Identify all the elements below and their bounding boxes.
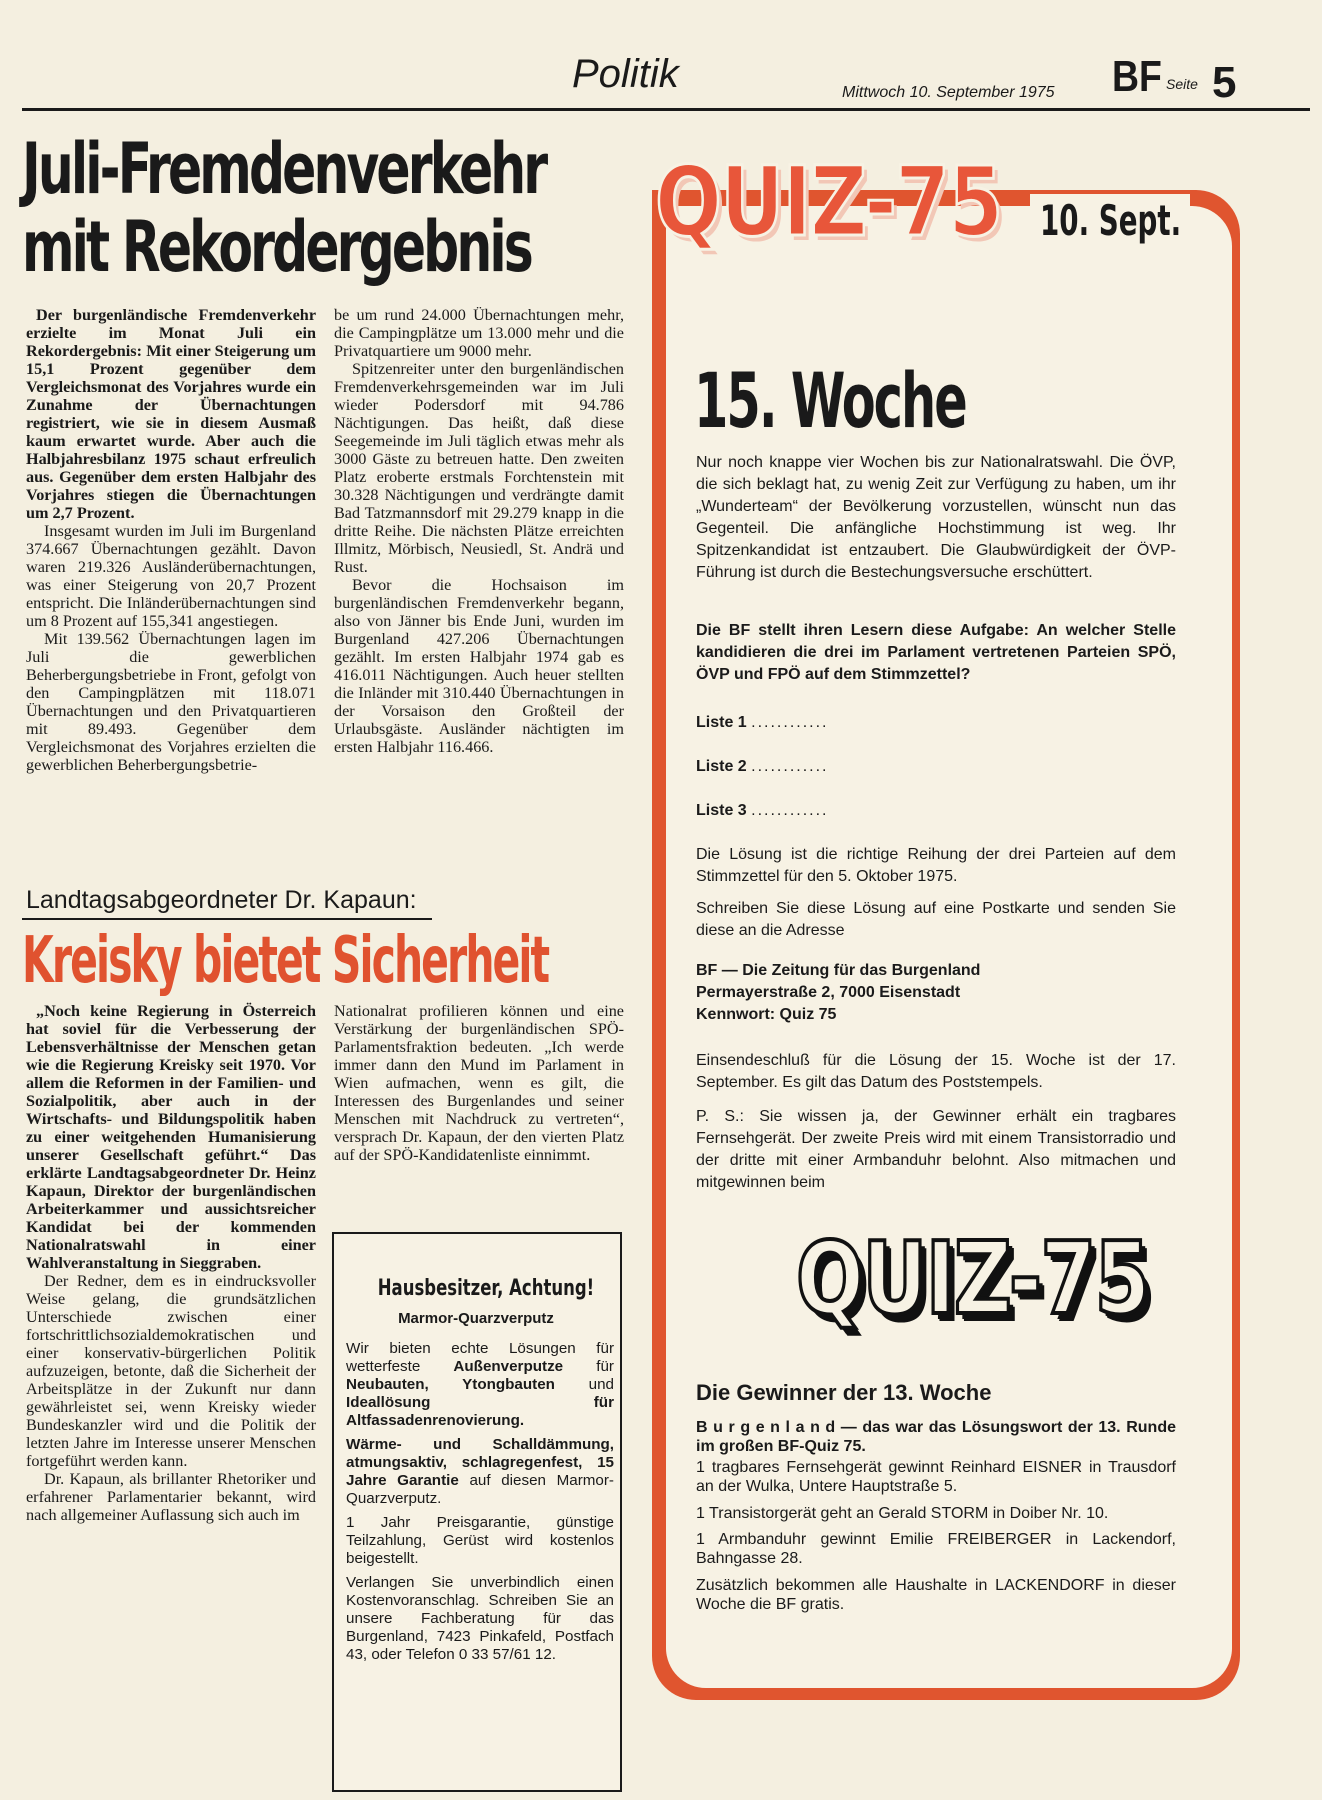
quiz-week-title: 15. Woche [694, 356, 966, 445]
quiz-solution-note: Die Lösung ist die richtige Reihung der drei Parteien auf dem Stimmzettel für den 5. Oktober 1975. [696, 846, 1176, 885]
winners-title: Die Gewinner der 13. Woche [696, 1380, 992, 1405]
winners-intro: B u r g e n l a n d — das war das Lösungswort der 13. Runde im großen BF-Quiz 75. [696, 1419, 1176, 1455]
article2-paragraph: Nationalrat profilieren können und eine Verstärkung der burgenländischen SPÖ-Parlamentsfraktion bedeuten. „Ich werde immer dann den Mund im Parlament in Wien aufmachen, wenn es gilt, die Interessen des Burgenlandes und seiner Menschen mit Nachdruck zu vertreten“, versprach Dr. Kapaun, der den vierten Platz auf der SPÖ-Kandidatenliste einnimmt. [334, 1002, 624, 1164]
quiz-intro: Nur noch knappe vier Wochen bis zur Nationalratswahl. Die ÖVP, die sich beklagt hat, zu wenig Zeit zur Verfügung zu haben, um ihr „Wunderteam“ der Bevölkerung vorzustellen, wünscht nun das Gegenteil. Die anfängliche Hochstimmung ist weg. Ihr Spitzenkandidat ist entzaubert. Die Glaubwürdigkeit der ÖVP-Führung ist durch die Bestechungsversuche erschüttert. [696, 454, 1176, 581]
quiz-deadline: Einsendeschluß für die Lösung der 15. Woche ist der 17. September. Es gilt das Datum des Poststempels. [696, 1052, 1176, 1091]
article2-column-1 [26, 1002, 316, 1524]
article2-column-2 [334, 1002, 624, 1164]
article2-paragraph: Der Redner, dem es in eindrucksvoller Weise gelang, die grundsätzlichen Unterschiede zwischen einer fortschrittlichsozialdemokratischen und einer konservativ-bürgerlichen Politik aufzuzeigen, betonte, daß die Sicherheit der Arbeitsplätze in der Zukunft nur dann gewährleistet sei, wenn Kreisky wieder Bundeskanzler wird und die Politik der letzten Jahre im Interesse unserer Menschen fortgeführt werden kann. [26, 1272, 316, 1470]
header-rule [22, 108, 1310, 111]
section-title: Politik [572, 52, 679, 96]
ad-title: Hausbesitzer, Achtung! [377, 1276, 595, 1301]
answer-line-3[interactable]: Liste 3 ............ [696, 802, 829, 819]
quiz-date: 10. Sept. [1040, 196, 1182, 245]
answer-line-1[interactable]: Liste 1 ............ [696, 714, 829, 731]
article1-column-1 [26, 306, 316, 774]
winner-entry: 1 Transistorgerät geht an Gerald STORM in Doiber Nr. 10. [696, 1505, 1109, 1522]
ad-paragraph: 1 Jahr Preisgarantie, günstige Teilzahlung, Gerüst wird kostenlos beigestellt. [346, 1514, 614, 1567]
article1-paragraph: Bevor die Hochsaison im burgenländischen Fremdenverkehr begann, also von Jänner bis Ende Juni, wurden im Burgenland 427.206 Übernachtungen gezählt. Im ersten Halbjahr 1974 gab es 416.011 Nächtigungen. Auch heuer stellten die Inländer mit 310.440 Übernachtungen in der Vorsaison den Großteil der Urlaubsgäste. Ausländer nächtigten im ersten Halbjahr 116.466. [334, 576, 624, 756]
ad-subtitle: Marmor-Quarzverputz [398, 1310, 554, 1327]
kicker-rule [22, 918, 432, 920]
article2-kicker: Landtagsabgeordneter Dr. Kapaun: [26, 886, 417, 914]
article1-paragraph: Insgesamt wurden im Juli im Burgenland 374.667 Übernachtungen gezählt. Davon waren 219.326 Ausländerübernachtungen, was einer Steigerung von 20,7 Prozent entspricht. Die Inländerübernachtungen sind um 8 Prozent auf 155,341 angestiegen. [26, 522, 316, 630]
quiz-postscript: P. S.: Sie wissen ja, der Gewinner erhält ein tragbares Fernsehgerät. Der zweite Preis wird mit einem Transistorradio und der dritte mit einer Armbanduhr belohnt. Also mitmachen und mitgewinnen beim [696, 1108, 1176, 1191]
article1-paragraph: Mit 139.562 Übernachtungen lagen im Juli die gewerblichen Beherbergungsbetriebe in Front, gefolgt von den Campingplätzen mit 118.071 Übernachtungen und den Privatquartieren mit 89.493. Gegenüber dem Vergleichsmonat des Vorjahres erzielten die gewerblichen Beherbergungsbetrie- [26, 630, 316, 774]
answer-line-2[interactable]: Liste 2 ............ [696, 758, 829, 775]
quiz-address: BF — Die Zeitung für das Burgenland Permayerstraße 2, 7000 Eisenstadt Kennwort: Quiz 75 [696, 962, 981, 1023]
article2-headline: Kreisky bietet Sicherheit [22, 924, 549, 998]
page-label: Seite [1166, 76, 1198, 92]
quiz-send-note: Schreiben Sie diese Lösung auf eine Postkarte und senden Sie diese an die Adresse [696, 900, 1176, 939]
ad-body [346, 1340, 614, 1670]
newspaper-logo: BF [1112, 52, 1162, 101]
winner-entry: 1 Armbanduhr gewinnt Emilie FREIBERGER in Lackendorf, Bahngasse 28. [696, 1531, 1176, 1567]
issue-date: Mittwoch 10. September 1975 [842, 84, 1055, 101]
winners-extra: Zusätzlich bekommen alle Haushalte in LACKENDORF in dieser Woche die BF gratis. [696, 1577, 1176, 1613]
article1-lead: Der burgenländische Fremdenverkehr erzielte im Monat Juli ein Rekordergebnis: Mit einer Steigerung um 15,1 Prozent gegenüber dem Vergleichsmonat des Vorjahres wurde ein Zunahme der Übernachtungen registriert, wie sie in diesem Ausmaß kaum erwartet wurde. Aber auch die Halbjahresbilanz 1975 schaut erfreulich aus. Gegenüber dem ersten Halbjahr des Vorjahres stiegen die Übernachtungen um 2,7 Prozent. [26, 306, 316, 522]
article1-headline: Juli-Fremdenverkehr mit Rekordergebnis [22, 128, 546, 288]
article2-paragraph: Dr. Kapaun, als brillanter Rhetoriker und erfahrener Parlamentarier bekannt, wird nach allgemeiner Auflassung sich auch im [26, 1470, 316, 1524]
quiz-question: Die BF stellt ihren Lesern diese Aufgabe: An welcher Stelle kandidieren die drei im Parlament vertretenen Parteien SPÖ, ÖVP und FPÖ auf dem Stimmzettel? [696, 622, 1176, 683]
article1-paragraph: be um rund 24.000 Übernachtungen mehr, die Campingplätze um 13.000 mehr und die Privatquartiere um 9000 mehr. [334, 306, 624, 360]
winner-entry: 1 tragbares Fernsehgerät gewinnt Reinhard EISNER in Trausdorf an der Wulka, Untere Hauptstraße 5. [696, 1459, 1176, 1495]
article1-paragraph: Spitzenreiter unter den burgenländischen Fremdenverkehrsgemeinden war im Juli wieder Podersdorf mit 94.786 Nächtigungen. Das heißt, daß diese Seegemeinde im Juli täglich etwas mehr als 3000 Gäste zu betreuen hatte. Den zweiten Platz eroberte erstmals Forchtenstein mit 30.328 Nächtigungen und verdrängte damit Bad Tatzmannsdorf mit 29.279 knapp in die dritte Reihe. Die nächsten Plätze erreichten Illmitz, Mörbisch, Neusiedl, St. Andrä und Rust. [334, 360, 624, 576]
ad-paragraph: Wärme- und Schalldämmung, atmungsaktiv, schlagregenfest, 15 Jahre Garantie auf diesen Marmor-Quarzverputz. [346, 1436, 614, 1507]
page-number: 5 [1212, 58, 1237, 107]
quiz-logo-secondary: QUIZ-75 [796, 1220, 1149, 1337]
article2-lead: „Noch keine Regierung in Österreich hat soviel für die Verbesserung der Lebensverhältnisse der Menschen getan wie die Regierung Kreisky seit 1970. Vor allem die Reformen in der Familien- und Sozialpolitik, aber auch in der Wirtschafts- und Bildungspolitik haben zu einer weitgehenden Humanisierung unserer Gesellschaft geführt.“ Das erklärte Landtagsabgeordneter Dr. Heinz Kapaun, Direktor der burgenländischen Arbeiterkammer und aussichtsreicher Kandidat bei der kommenden Nationalratswahl in einer Wahlveranstaltung in Sieggraben. [26, 1002, 316, 1272]
ad-paragraph: Wir bieten echte Lösungen für wetterfeste Außenverputze für Neubauten, Ytongbauten und Ideallösung für Altfassadenrenovierung. [346, 1340, 614, 1429]
quiz-logo: QUIZ-75 [655, 146, 1002, 258]
article1-column-2 [334, 306, 624, 756]
ad-paragraph: Verlangen Sie unverbindlich einen Kostenvoranschlag. Schreiben Sie an unsere Fachberatung für das Burgenland, 7423 Pinkafeld, Postfach 43, oder Telefon 0 33 57/61 12. [346, 1574, 614, 1663]
